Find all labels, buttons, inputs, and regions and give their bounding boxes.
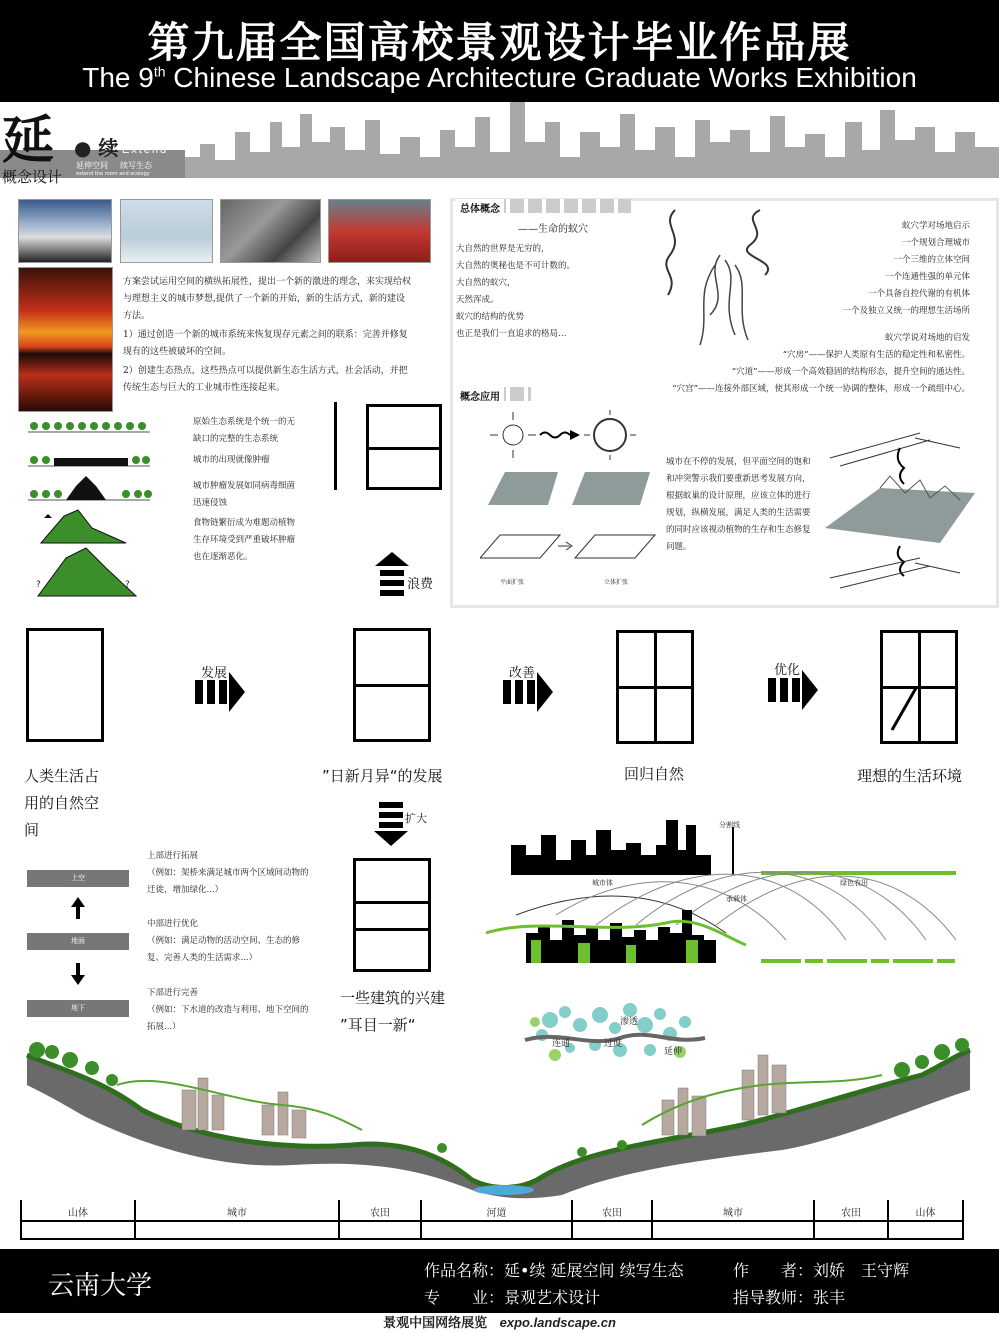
window-5 — [353, 858, 431, 972]
expand-arrow-icon — [374, 802, 408, 846]
section-label-farm-2: 农田 — [602, 1208, 622, 1219]
skyline-farm-label: 绿色农田 — [840, 879, 868, 887]
arrow-down-icon — [71, 963, 85, 987]
footer-site-en[interactable]: expo.landscape.cn — [499, 1315, 616, 1330]
concept-label: 总体概念 — [456, 199, 504, 216]
banner-dot-char: ● 续 — [74, 136, 119, 160]
layer-upper-text: 上部进行拓展 （例如：架桥来满足城市两个区域间动物的迁徙，增加绿化...） — [147, 851, 309, 895]
banner-sub-en: extend the room and ecology — [76, 171, 150, 177]
arrow-optimize-label: 优化 — [774, 663, 801, 678]
arrow-up-icon — [71, 897, 85, 921]
footer — [0, 1249, 999, 1313]
layer-upper: 上空 — [27, 870, 129, 887]
section-row — [20, 1200, 964, 1240]
concept-subtitle: ——生命的蚁穴 — [518, 224, 588, 235]
skyline-diagram — [486, 815, 966, 970]
section-title-concept: 概念设计 — [2, 168, 63, 186]
footer-major: 专 业：景观艺术设计 — [424, 1288, 601, 1307]
bubble-transition: 过度 — [604, 1039, 623, 1049]
concept-lines: 大自然的世界是无穷的， 大自然的奥秘也是不可计数的。 大自然的蚁穴， 天然浑成。 蚁穴的结构的优势 也正是我们一直追求的格局… — [456, 244, 576, 339]
layer-low-text: 下部进行完善 （例如：下水道的改造与利用、地下空间的拓展...） — [147, 988, 309, 1032]
intro-text: 方案尝试运用空间的横纵拓展性，提出一个新的激进的理念，来实现给权与理想主义的城市梦想,提供了一个新的开始，新的生活方式，新的建设方法。 1）通过创造一个新的城市系统来恢复现存元素之间的联系：完善并修复现有的这些被破坏的空间。 2）创建生态热点，这些热点可以提供新生态生活方式，社会活动，并把传统生态与巨大的工业城市性连接起来。 — [123, 277, 412, 393]
skyline-city-label: 城市体 — [592, 879, 613, 887]
apply-vertical-label: 立体扩张 — [604, 579, 629, 586]
apply-flat-label: 平面扩张 — [500, 579, 525, 586]
window-diagram-top — [366, 404, 442, 490]
skyline-carrier-label: 承载体 — [726, 895, 747, 903]
ant-right-lines: 蚁穴学对场地启示 一个规划合理城市 一个三维的立体空间 一个连通性强的单元体 一个具备自控代谢的有机体 一个及独立又统一的理想生活场所 — [842, 221, 970, 316]
section-label-river: 河道 — [486, 1208, 507, 1219]
section-label-farm-1: 农田 — [370, 1208, 390, 1219]
apply-text: 城市在不停的发展，但平面空间的饱和和冲突警示我们要重新思考发展方向，根据蚁巢的设计原理，应该立体的进行规划，纵横发展，满足人类的生活需要的同时应该视动植物的生存和生态修复问题。 — [666, 457, 811, 552]
waste-label: 浪费 — [407, 577, 434, 592]
window-3 — [616, 630, 694, 744]
eco-step-4: 食物链繁衍成为难题动植物生存环境受到严重破坏肿瘤也在逐渐恶化。 — [193, 518, 296, 562]
window-1 — [26, 628, 104, 742]
expand-label: 扩大 — [405, 812, 427, 825]
banner-extend: Extend — [122, 144, 169, 156]
footer-site-cn: 景观中国网络展览 — [383, 1316, 488, 1331]
eco-q1: ? — [36, 580, 41, 590]
arrow-develop-label: 发展 — [201, 666, 228, 681]
waste-arrow-icon — [375, 552, 409, 600]
photo-smoke — [18, 199, 112, 263]
apply-label: 概念应用 — [456, 387, 504, 404]
window-2 — [353, 628, 431, 742]
footer-site — [0, 1313, 999, 1333]
section-label-city-1: 城市 — [227, 1208, 247, 1219]
eco-steps-graphic — [26, 418, 156, 603]
photo-debris — [220, 199, 321, 263]
section-elevation — [22, 1030, 974, 1200]
photo-polar-bear — [120, 199, 213, 263]
bubble-penetrate: 渗透 — [620, 1017, 639, 1027]
eco-step-1: 原始生态系统是个统一的无缺口的完整的生态系统 — [193, 417, 296, 444]
layer-mid-text: 中部进行优化 （例如：满足动物的活动空间、生态的修复、完善人类的生活需求...） — [147, 919, 301, 963]
banner-main-char: 延 — [2, 110, 55, 171]
window-4-diagonal — [880, 630, 958, 744]
caption-occupied: 人类生活占用的自然空间 — [24, 767, 100, 839]
footer-work: 作品名称：延•续 延展空间 续写生态 — [424, 1261, 684, 1280]
caption-ideal: 理想的生活环境 — [857, 767, 963, 785]
eco-step-3: 城市肿瘤发展如同病毒细菌迅速侵蚀 — [193, 481, 296, 508]
apply-diagram — [480, 410, 670, 590]
footer-school: 云南大学 — [48, 1271, 153, 1301]
ant-desc: 蚁穴学说对场地的启发 “穴房”——保护人类原有生活的稳定性和私密性。 “穴道”——形成一个高效稳固的结构形态，提升空间的通达性。 “穴宫”——连接外部区域，使其形成一个统一协调的整体，形成一个疏组中心。 — [672, 333, 970, 394]
eco-q2: ? — [125, 580, 130, 590]
divider-bar — [334, 402, 337, 490]
eco-step-2: 城市的出现就像肿瘤 — [193, 455, 270, 465]
bubble-extend: 延伸 — [664, 1047, 683, 1057]
caption-building: 一些建筑的兴建 ”耳目一新“ — [340, 989, 446, 1034]
skyline-divider-label: 分割线 — [719, 821, 740, 829]
title-cn: 第九届全国高校景观设计毕业作品展 — [147, 18, 852, 67]
layer-ground: 地面 — [27, 933, 129, 950]
banner-subtabs: 延伸空间 续写生态 — [76, 161, 152, 170]
section-label-city-2: 城市 — [723, 1208, 743, 1219]
footer-teacher: 指导教师：张丰 — [733, 1288, 846, 1307]
layer-under: 地下 — [27, 1000, 129, 1017]
arrow-improve-label: 改善 — [509, 666, 536, 681]
photo-whales — [328, 199, 431, 263]
bubble-connect: 连通 — [552, 1039, 571, 1049]
section-label-mountain-2: 山体 — [915, 1208, 936, 1219]
caption-nature: 回归自然 — [624, 765, 685, 783]
section-label-farm-3: 农田 — [841, 1208, 861, 1219]
apply-3d-diagram — [820, 418, 980, 598]
footer-authors: 作 者：刘娇 王守辉 — [733, 1261, 910, 1280]
section-label-mountain-1: 山体 — [68, 1208, 88, 1219]
title-en: The 9th Chinese Landscape Architecture Graduate Works Exhibition — [82, 62, 917, 93]
header-banner — [0, 0, 999, 102]
photo-fire-city — [18, 267, 113, 412]
caption-development: ”日新月异“的发展 — [322, 767, 443, 785]
